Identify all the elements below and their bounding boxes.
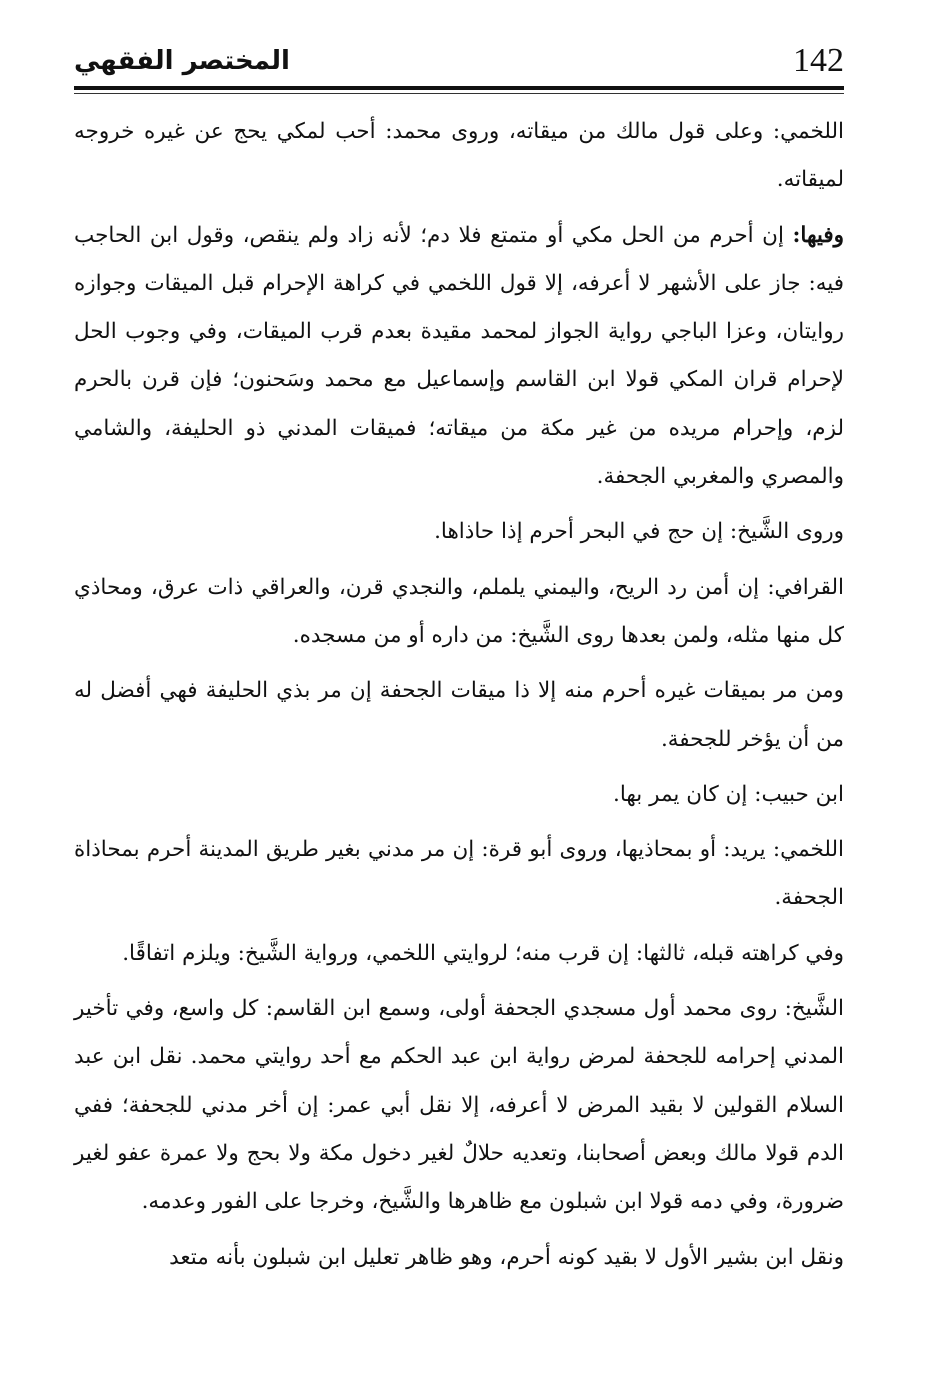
paragraph-text: ابن حبيب: إن كان يمر بها.	[612, 781, 844, 807]
running-title: المختصر الفقهي	[74, 46, 290, 76]
header-rule-thin	[74, 93, 844, 94]
paragraph-text: ومن مر بميقات غيره أحرم منه إلا ذا ميقات الجحفة إن مر بذي الحليفة فهي أفضل له من أن يؤخر للجحفة.	[74, 678, 844, 752]
header-rule-thick	[74, 86, 844, 90]
paragraph-text: الشَّيخ: روى محمد أول مسجدي الجحفة أولى، وسمع ابن القاسم: كل واسع، وفي تأخير المدني إحرامه للجحفة لمرض رواية ابن عبد الحكم مع أحد روايتي محمد. نقل ابن عبد السلام القولين لا بقيد المرض لا أعرفه، إلا نقل أبي عمر: إن أخر مدني للجحفة؛ ففي الدم قولا مالك وبعض أصحابنا، وتعديه حلالٌ لغير دخول مكة ولا بحج ولا عمرة عفو لغير ضرورة، وفي دمه قولا ابن شبلون مع ظاهرها والشَّيخ، وخرجا على الفور وعدمه.	[74, 996, 844, 1215]
paragraph	[74, 564, 844, 661]
paragraph	[74, 771, 844, 819]
paragraph	[74, 508, 844, 556]
paragraph-text: القرافي: إن أمن رد الريح، واليمني يلملم، والنجدي قرن، والعراقي ذات عرق، ومحاذي كل منها مثله، ولمن بعدها روى الشَّيخ: من داره أو من مسجده.	[74, 574, 844, 648]
paragraph	[74, 1234, 844, 1282]
paragraph	[74, 930, 844, 978]
paragraph	[74, 826, 844, 923]
paragraph-text: وروى الشَّيخ: إن حج في البحر أحرم إذا حاذاها.	[434, 519, 844, 545]
paragraph-text: اللخمي: يريد: أو بمحاذيها، وروى أبو قرة: إن مر مدني بغير طريق المدينة أحرم بمحاذاة الجحفة.	[74, 837, 844, 911]
paragraph-text: ونقل ابن بشير الأول لا بقيد كونه أحرم، وهو ظاهر تعليل ابن شبلون بأنه متعد	[169, 1244, 844, 1270]
page-header	[74, 36, 844, 88]
paragraph	[74, 667, 844, 764]
paragraph-text: اللخمي: وعلى قول مالك من ميقاته، وروى محمد: أحب لمكي يحج عن غيره خروجه لميقاته.	[74, 119, 844, 193]
paragraph	[74, 985, 844, 1226]
paragraph	[74, 212, 844, 502]
paragraph-text: وفي كراهته قبله، ثالثها: إن قرب منه؛ لروايتي اللخمي، ورواية الشَّيخ: ويلزم اتفاقًا.	[122, 940, 844, 966]
paragraph-text: إن أحرم من الحل مكي أو متمتع فلا دم؛ لأنه زاد ولم ينقص، وقول ابن الحاجب فيه: جاز على الأشهر لا أعرفه، إلا قول اللخمي في كراهة الإحرام قبل الميقات وجوازه روايتان، وعزا الباجي رواية الجواز لمحمد مقيدة بعدم قرب الميقات، وفي وجوب الحل لإحرام قران المكي قولا ابن القاسم وإسماعيل مع محمد وسَحنون؛ فإن قرن بالحرم لزم، وإحرام مريده من غير مكة من ميقاته؛ فميقات المدني ذو الحليفة، والشامي والمصري والمغربي الجحفة.	[74, 222, 844, 490]
body-text	[74, 108, 844, 1289]
paragraph	[74, 108, 844, 205]
paragraph-lead: وفيها:	[792, 222, 844, 248]
page-number: 142	[793, 42, 844, 79]
